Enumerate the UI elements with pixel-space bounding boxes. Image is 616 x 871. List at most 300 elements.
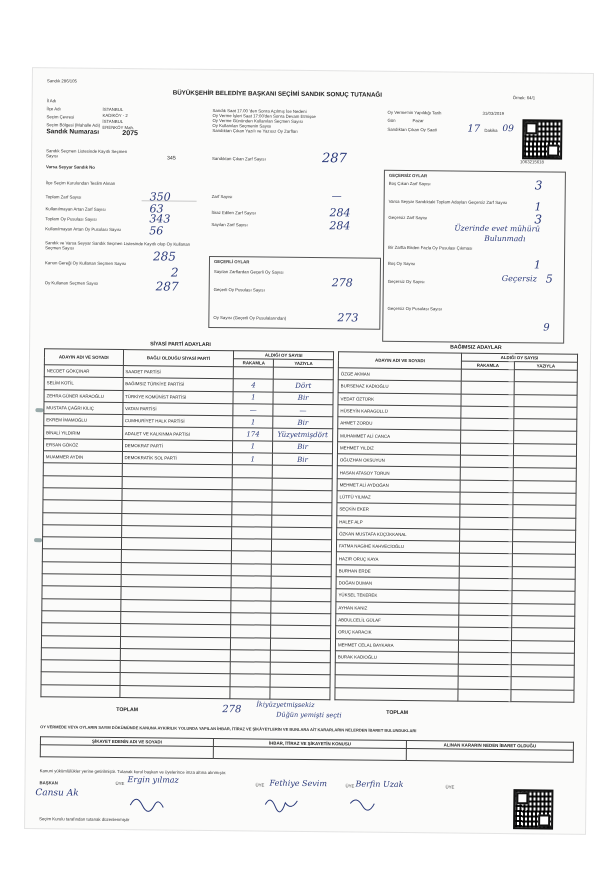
party-cell-rakam: 1 <box>233 416 273 429</box>
party-cell-parti: DEMOKRAT PARTİ <box>122 439 233 452</box>
complaints-table <box>40 736 574 763</box>
baskan-signature: Cansu Ak <box>35 788 79 799</box>
ind-cell-oy <box>459 566 512 579</box>
party-cell-parti <box>121 513 232 526</box>
complaint-cell <box>40 745 213 759</box>
ind-cell-aday: FATMA NAGİHE KAHVECİOĞLU <box>336 540 459 554</box>
footer-note: Kanuni yükümlülükler yerine getirilmiştir. Tutanak kurul başkan ve üyelerince imza altına alınmıştır. <box>39 768 227 776</box>
party-cell-rakam: 1 <box>233 453 273 466</box>
party-cell-aday <box>41 672 120 685</box>
sandik-label: Sandık Numarası <box>46 128 100 136</box>
ind-cell-oy <box>461 406 514 419</box>
gecerli-row1-label: Sayılan Zarflardan Geçerli Oy Sayısı <box>213 268 284 275</box>
party-cell-aday <box>42 549 121 562</box>
party-cell-parti <box>121 501 232 514</box>
ind-cell-oy <box>511 689 574 702</box>
party-cell-parti: VATAN PARTİSİ <box>122 402 233 415</box>
oy-kullanan-1-value: 285 <box>152 249 177 264</box>
party-cell-parti: DEMOKRATİK SOL PARTİ <box>122 452 233 465</box>
ind-cell-oy <box>511 665 574 678</box>
zarf-sayisi-label: Toplam Zarf Sayısı <box>45 194 82 200</box>
gecersiz-oylar-box <box>382 170 566 344</box>
complaint-col1: ŞİKAYET EDENİN ADI VE SOYADI <box>40 737 213 747</box>
party-cell-parti <box>121 550 232 563</box>
ind-cell-aday: AHMET ZORDU <box>338 417 461 431</box>
ind-cell-oy <box>460 443 513 456</box>
ind-cell-oy <box>513 517 576 530</box>
ind-cell-oy <box>512 566 575 579</box>
party-cell-yazi: Bir <box>273 441 333 454</box>
party-cell-parti <box>120 661 231 674</box>
ind-cell-oy <box>512 603 575 616</box>
ind-cell-aday: BURSENAZ KADIOĞLU <box>338 380 461 394</box>
date-value: 31/03/2019 <box>482 110 505 117</box>
party-cell-parti: SAADET PARTİSİ <box>123 366 234 379</box>
party-cell-aday: ERSAN GÖKÖZ <box>43 439 122 452</box>
gecerli-oylar-box <box>208 256 381 330</box>
footer-banner: OY VERMEDE VEYA OYLARIN SAYIM DÖKÜMÜNDE KANUNA AYKIRILIK YOLUNDA YAPILAN İHBAR, İTİRAZ VE ŞİKÂYETLERİN VE BUNLARA AİT KARARLARIN NELERDEN İBARET BULUNDUKLARI <box>40 724 417 734</box>
table-row <box>41 684 330 699</box>
party-cell-yazi <box>270 687 330 700</box>
ind-cell-aday: YÜKSEL TEKEREK <box>336 589 459 603</box>
gecersiz-title: GEÇERSİZ OYLAR <box>388 172 428 179</box>
instruction-line: Oy Verme Gününden Kullanılan Seçmen Sayısı <box>212 117 304 124</box>
ind-cell-oy <box>513 480 576 493</box>
gecersiz-row1-label: Boş Çıkan Zarf Sayısı <box>388 180 431 187</box>
baskan-label: BAŞKAN <box>39 780 58 786</box>
party-cell-parti <box>121 587 232 600</box>
toplam-oy-value: 343 <box>149 212 171 226</box>
party-cell-aday <box>43 463 122 476</box>
party-cell-yazi <box>271 588 331 601</box>
secmen-sayisi-value: 345 <box>167 155 176 162</box>
form-code: Örnek: 64/1 <box>512 95 536 101</box>
ind-cell-aday: VEDAT ÖZTÜRK <box>338 392 461 406</box>
party-cell-yazi <box>271 613 331 626</box>
ind-cell-oy <box>460 455 513 468</box>
mahalle-value: ERENKÖY Mah. <box>102 124 135 131</box>
ind-cell-aday: HASAN ATASOY TORUN <box>337 466 460 480</box>
ind-cell-oy <box>513 529 576 542</box>
ind-cell-oy <box>460 529 513 542</box>
party-cell-yazi <box>271 650 331 663</box>
signature-2: Fethiye Sevim <box>269 778 328 789</box>
party-cell-aday: NECDET GÖKÇINAR <box>44 365 123 378</box>
party-cell-aday: ZEHRA GÜNER KARAOĞLU <box>44 389 123 402</box>
party-cell-parti: TÜRKİYE KOMÜNİST PARTİSİ <box>123 390 234 403</box>
party-table-banner: SİYASİ PARTİ ADAYLARI <box>150 341 211 348</box>
ind-cell-oy <box>513 443 576 456</box>
party-cell-rakam <box>231 650 271 663</box>
signature-1: Ergin yılmaz <box>127 775 179 785</box>
gecersiz-row6-label: Geçersiz Oy Sayısı <box>387 278 425 285</box>
party-cell-rakam <box>234 367 274 380</box>
gecerli-zarf-label: İtiraz Edilen Zarf Sayısı <box>211 209 256 216</box>
party-cell-rakam <box>231 588 271 601</box>
ind-cell-aday: ABDULCELİL GÜLAF <box>336 614 459 628</box>
ind-cell-oy <box>514 407 577 420</box>
party-cell-aday <box>41 648 120 661</box>
party-cell-yazi <box>270 662 330 675</box>
party-cell-yazi: — <box>273 404 333 417</box>
gecersiz-row2-label: Varsa Seyyar Sandıktaki Toplam Adayları Geçersiz Zarf Sayısı <box>388 198 508 206</box>
day-value: Pazar <box>412 118 424 124</box>
gecersiz-note: Üzerinde evet mühürü <box>454 223 541 234</box>
party-cell-yazi <box>272 490 332 503</box>
party-cell-rakam: 1 <box>233 391 273 404</box>
party-cell-rakam <box>230 674 270 687</box>
ind-cell-aday: HALEF ALP <box>337 515 460 529</box>
party-cell-aday <box>43 525 122 538</box>
party-cell-parti <box>122 476 233 489</box>
oy-kullanan-2-value: 2 <box>170 265 179 280</box>
party-cell-parti <box>121 525 232 538</box>
ind-cell-oy <box>514 382 577 395</box>
qr-code-icon <box>513 789 553 829</box>
ind-cell-oy <box>459 615 512 628</box>
ind-cell-oy <box>513 493 576 506</box>
col-aday: ADAYIN ADI VE SOYADI <box>44 349 123 366</box>
oy-kullanan-3-value: 287 <box>155 279 179 294</box>
gecersiz-row1-value: 3 <box>534 178 543 193</box>
kullanilmayan-value: 63 <box>149 202 164 216</box>
ilce-value: İSTANBUL <box>102 106 124 113</box>
ind-cell-oy <box>513 468 576 481</box>
teslim-label: İlçe Seçim Kurulundan Teslim Alınan <box>45 180 116 186</box>
uye-label-1: ÜYE <box>115 780 125 787</box>
party-cell-rakam: 174 <box>233 428 273 441</box>
party-cell-parti <box>120 599 231 612</box>
gecerli-row2-label: Geçerli Oy Pusulası Sayısı <box>213 286 265 293</box>
party-cell-rakam <box>232 490 272 503</box>
qr-code-icon <box>522 119 562 159</box>
ind-cell-aday: BURAK KADIOĞLU <box>335 651 458 665</box>
il-label: İl Adı <box>46 98 57 104</box>
ind-cell-aday: MEHMET YILDIZ <box>337 442 460 456</box>
party-cell-yazi <box>271 564 331 577</box>
party-cell-yazi: Bir <box>273 392 333 405</box>
col-rakam: RAKAMLA <box>234 359 274 367</box>
sayilan-value: 284 <box>329 219 351 233</box>
party-cell-aday <box>42 537 121 550</box>
ind-cell-aday: OĞUZHAN OKSUYUN <box>337 454 460 468</box>
party-cell-yazi <box>272 527 332 540</box>
ind-cell-aday: DOĞAN DUMAN <box>336 577 459 591</box>
col-parti: BAĞLI OLDUĞU SİYASİ PARTİ <box>123 350 234 367</box>
zarf-kapsami-label: Zarf Sayısı <box>211 193 233 200</box>
ind-cell-oy <box>460 480 513 493</box>
ind-cell-oy <box>514 431 577 444</box>
gecerli-row3-label: Oy Sayısı (Geçerli Oy Pusulalarından) <box>213 314 287 321</box>
party-cell-parti <box>121 575 232 588</box>
party-cell-aday: EKREM İMAMOĞLU <box>44 414 123 427</box>
party-cell-rakam: 4 <box>234 379 274 392</box>
ind-cell-oy <box>512 542 575 555</box>
party-cell-aday <box>41 684 120 697</box>
ind-cell-aday: MEHMET CELAL BAYKARA <box>335 638 458 652</box>
party-cell-aday <box>43 488 122 501</box>
barcode-number: 1063215618 <box>520 159 544 165</box>
ind-cell-aday: BURHAN ERDE <box>336 565 459 579</box>
instruction-line: Oy Verme İşleri Saat 17:00'den Sonra Devam Etmişse <box>212 112 316 120</box>
uye-label-4: ÜYE <box>445 784 455 790</box>
party-cell-parti <box>121 538 232 551</box>
sayilan-label: Sayılan Zarf Sayısı <box>211 221 248 228</box>
gecersiz-row6-value: 5 <box>545 272 553 286</box>
party-cell-yazi <box>271 601 331 614</box>
ind-col-oy: ALDIĞI OY SAYISI <box>461 353 577 362</box>
party-cell-rakam <box>231 637 271 650</box>
party-cell-rakam <box>231 662 271 675</box>
party-cell-parti: CUMHURİYET HALK PARTİSİ <box>122 415 233 428</box>
complaint-cell <box>406 749 573 763</box>
kullanilmayan-oy-value: 56 <box>149 224 164 238</box>
party-cell-rakam <box>232 502 272 515</box>
party-cell-yazi <box>272 478 332 491</box>
party-cell-rakam: 1 <box>233 440 273 453</box>
party-cell-yazi <box>272 539 332 552</box>
gecersiz-note2: Bulunmadı <box>484 233 526 244</box>
secim-cevresi-label: Seçim Çevresi <box>46 114 75 120</box>
party-cell-yazi <box>271 625 331 638</box>
party-cell-aday: BİNALİ YILDIRIM <box>44 426 123 439</box>
ind-col-aday: ADAYIN ADI VE SOYADI <box>338 352 461 369</box>
ind-cell-oy <box>514 394 577 407</box>
ind-cell-aday: ÖZKAN MUSTAFA KÜÇÜKKANAL <box>337 528 460 542</box>
ind-cell-aday <box>335 688 458 702</box>
cikan-zarf-label: Sandıktan Çıkan Zarf Sayısı <box>212 155 266 162</box>
party-cell-rakam <box>233 465 273 478</box>
gecersiz-row5-label: Boş Oy Sayısı <box>387 260 416 267</box>
party-cell-aday <box>43 512 122 525</box>
time-minute-value: 09 <box>502 124 514 135</box>
gecersiz-row3-value: 3 <box>534 212 543 227</box>
party-cell-aday <box>41 635 120 648</box>
ind-cell-oy <box>459 541 512 554</box>
party-cell-rakam <box>232 514 272 527</box>
ind-col-yazi: YAZIYLA <box>514 362 577 371</box>
ind-cell-aday: AYHAN KANIZ <box>336 601 459 615</box>
instruction-line: Sandık Saat 17.00 'den Sonra Açılmış İse Nedeni <box>212 107 307 114</box>
day-label: Gün <box>387 117 396 123</box>
oy-kullanan-3-label: Oy Kullanan Seçmen Sayısı <box>44 280 99 286</box>
party-cell-rakam <box>231 625 271 638</box>
ind-cell-oy <box>461 369 514 382</box>
party-cell-aday <box>42 611 121 624</box>
party-cell-yazi <box>271 576 331 589</box>
ind-cell-oy <box>459 554 512 567</box>
oy-kullanan-1-label: Sandık ve Varsa Seyyar Sandık Seçmen Listesinde Kayıtlı olup Oy Kullanan Seçmen Sayısı <box>45 240 191 251</box>
ind-cell-oy <box>512 591 575 604</box>
ind-cell-aday: HÜSEYİN KARAGÜLLÜ <box>338 405 461 419</box>
ind-cell-oy <box>458 640 511 653</box>
gecersiz-row3-label: Geçersiz Zarf Sayısı <box>388 214 428 221</box>
party-cell-aday <box>42 598 121 611</box>
party-cell-aday: MUSTAFA ÇAĞRI KILIÇ <box>44 402 123 415</box>
gecerli-row3-value: 273 <box>337 311 359 325</box>
party-cell-yazi: Dört <box>273 379 333 392</box>
secim-cevresi-value: İSTANBUL <box>102 118 124 125</box>
party-cell-parti: BAĞIMSIZ TÜRKİYE PARTİSİ <box>123 378 234 391</box>
party-cell-rakam: — <box>233 404 273 417</box>
bottom-note: Seçim Kurulu tarafından tutanak düzenlenmiştir <box>39 816 130 823</box>
ind-cell-oy <box>514 370 577 383</box>
ind-cell-aday: HAZIR ORUÇ KAYA <box>336 552 459 566</box>
binder-hole <box>35 408 43 412</box>
secmen-sayisi-label: Sandık Seçmen Listesinde Kayıtlı Seçmen Sayısı <box>46 148 128 159</box>
page-title: BÜYÜKŞEHİR BELEDİYE BAŞKANI SEÇİMİ SANDIK SONUÇ TUTANAĞI <box>172 89 383 99</box>
gecersiz-row5-value: 1 <box>533 258 542 272</box>
party-toplam-value: 278 <box>222 704 242 716</box>
ilce-label: İlçe Adı <box>46 106 61 112</box>
party-cell-yazi: Bir <box>273 453 333 466</box>
signature-3: Berfin Uzak <box>355 779 404 790</box>
uye-label-2: ÜYE <box>255 782 265 788</box>
party-cell-aday <box>42 561 121 574</box>
ind-cell-oy <box>458 676 511 689</box>
ind-cell-oy <box>512 554 575 567</box>
party-toplam-yazi: İkiyüzyetmişsekiz <box>256 700 315 710</box>
ind-col-rakam: RAKAMLA <box>461 361 514 370</box>
party-cell-aday <box>43 475 122 488</box>
party-cell-aday: SELİM KOTİL <box>44 377 123 390</box>
seyyar-label: Varsa Seyyar Sandık No <box>45 164 95 170</box>
ind-cell-oy <box>511 677 574 690</box>
oy-kullanan-2-label: Kanun Gereği Oy Kullanan Seçmen Sayısı <box>44 260 127 267</box>
ind-toplam-label: TOPLAM <box>386 709 409 717</box>
party-candidates-table <box>40 348 334 700</box>
complaint-col2: İHBAR, İTİRAZ VE ŞİKAYETİN KONUSU <box>213 739 406 749</box>
ind-cell-aday: ÖZGE AKMAN <box>338 368 461 382</box>
complaint-col3: ALINAN KARARIN NEDEN İBARET OLDUĞU <box>406 741 573 751</box>
ind-cell-oy <box>460 517 513 530</box>
party-cell-rakam <box>232 551 272 564</box>
ind-cell-oy <box>461 431 514 444</box>
kullanilmayan-oy-label: Kullanılmayan Artan Oy Pusulası Sayısı <box>45 226 122 233</box>
party-cell-parti <box>120 673 231 686</box>
ind-cell-oy <box>511 640 574 653</box>
party-cell-yazi: Bir <box>273 416 333 429</box>
party-cell-parti <box>120 624 231 637</box>
col-oy: ALDIĞI OY SAYISI <box>234 351 334 360</box>
kullanilmayan-label: Kullanılmayan Artan Zarf Sayısı <box>45 206 106 212</box>
binder-hole <box>34 538 42 542</box>
ind-cell-oy <box>460 504 513 517</box>
ind-cell-aday: SEÇKİN EKER <box>337 503 460 517</box>
time-hour-value: 17 <box>467 123 481 135</box>
party-cell-aday <box>41 660 120 673</box>
party-cell-aday: MUAMMER AYDIN <box>43 451 122 464</box>
ind-cell-oy <box>459 603 512 616</box>
ind-cell-oy <box>513 456 576 469</box>
independent-table-banner: BAĞIMSIZ ADAYLAR <box>450 344 502 352</box>
center-instructions <box>212 108 372 135</box>
cikan-zarf-value: 287 <box>321 151 347 167</box>
party-cell-aday <box>43 500 122 513</box>
party-cell-rakam <box>233 477 273 490</box>
ind-cell-oy <box>512 616 575 629</box>
party-cell-rakam <box>232 563 272 576</box>
party-cell-yazi <box>272 552 332 565</box>
ilce-name: KADIKÖY - 2 <box>102 112 128 119</box>
party-cell-aday <box>42 586 121 599</box>
ind-cell-oy <box>512 628 575 641</box>
party-cell-aday <box>42 623 121 636</box>
party-cell-parti <box>120 636 231 649</box>
table-row <box>335 688 574 703</box>
ind-cell-oy <box>460 467 513 480</box>
gecersiz-row7-value: 9 <box>543 322 550 334</box>
zarf-sayisi-value: 350 <box>149 190 171 204</box>
party-cell-yazi <box>272 502 332 515</box>
party-cell-parti <box>122 489 233 502</box>
party-cell-yazi <box>272 465 332 478</box>
gecerli-row1-value: 278 <box>331 276 353 290</box>
ind-cell-oy <box>459 627 512 640</box>
ind-cell-oy <box>514 419 577 432</box>
ind-cell-oy <box>461 394 514 407</box>
party-cell-parti <box>122 464 233 477</box>
ind-cell-oy <box>458 652 511 665</box>
party-cell-parti <box>120 611 231 624</box>
party-cell-rakam <box>232 527 272 540</box>
form-number: Sandık 286/105 <box>46 78 77 84</box>
ind-cell-oy <box>461 381 514 394</box>
date-label: Oy Verme'nin Yapıldığı Tarih <box>387 109 442 116</box>
toplam-oy-label: Toplam Oy Pusulası Sayısı <box>45 216 97 222</box>
ind-cell-oy <box>458 689 511 702</box>
party-cell-parti <box>121 562 232 575</box>
party-cell-rakam <box>230 686 270 699</box>
party-cell-rakam <box>231 600 271 613</box>
minute-label: Dakika <box>484 127 498 133</box>
ind-cell-oy <box>459 590 512 603</box>
gecersiz-row2-value: 1 <box>534 200 542 214</box>
party-cell-parti <box>119 685 230 698</box>
ballot-result-sheet <box>24 67 594 835</box>
party-cell-parti: ADALET VE KALKINMA PARTİSİ <box>122 427 233 440</box>
gecersiz-row6-note: Geçersiz <box>501 274 537 284</box>
time-label: Sandıktan Çıkan Oy Saati <box>387 126 437 133</box>
gecerli-title: GEÇERLİ OYLAR <box>213 258 250 265</box>
gecerli-zarf-value: 284 <box>329 206 351 220</box>
ind-cell-oy <box>511 652 574 665</box>
party-cell-yazi <box>274 367 334 380</box>
party-cell-yazi: Yüzyetmişdört <box>273 429 333 442</box>
ind-cell-aday: ORUÇ KARACIK <box>336 626 459 640</box>
ind-cell-oy <box>513 505 576 518</box>
gecersiz-row7-label: Geçersiz Oy Pusulası Sayısı <box>387 305 442 312</box>
col-yazi: YAZIYLA <box>274 359 334 368</box>
party-cell-yazi <box>272 515 332 528</box>
zarf-kapsami-value: — <box>331 191 342 203</box>
uye-label-3: ÜYE <box>345 783 355 789</box>
party-cell-aday <box>42 574 121 587</box>
independent-candidates-table <box>334 351 578 703</box>
party-toplam-label: TOPLAM <box>116 706 139 714</box>
ind-cell-oy <box>460 492 513 505</box>
ind-cell-oy <box>459 578 512 591</box>
instruction-line: Oy Kullanılan Seçmenin Sayısı <box>212 122 272 129</box>
ind-cell-aday: MEHMET ALİ AYDOĞAN <box>337 478 460 492</box>
ind-cell-aday: LÜTFÜ YILMAZ <box>337 491 460 505</box>
ind-cell-oy <box>458 664 511 677</box>
party-cell-rakam <box>232 576 272 589</box>
handwritten-note: Düğün yemişti seçti <box>276 710 342 720</box>
party-cell-rakam <box>231 613 271 626</box>
complaint-cell <box>213 747 406 761</box>
ind-cell-oy <box>461 418 514 431</box>
